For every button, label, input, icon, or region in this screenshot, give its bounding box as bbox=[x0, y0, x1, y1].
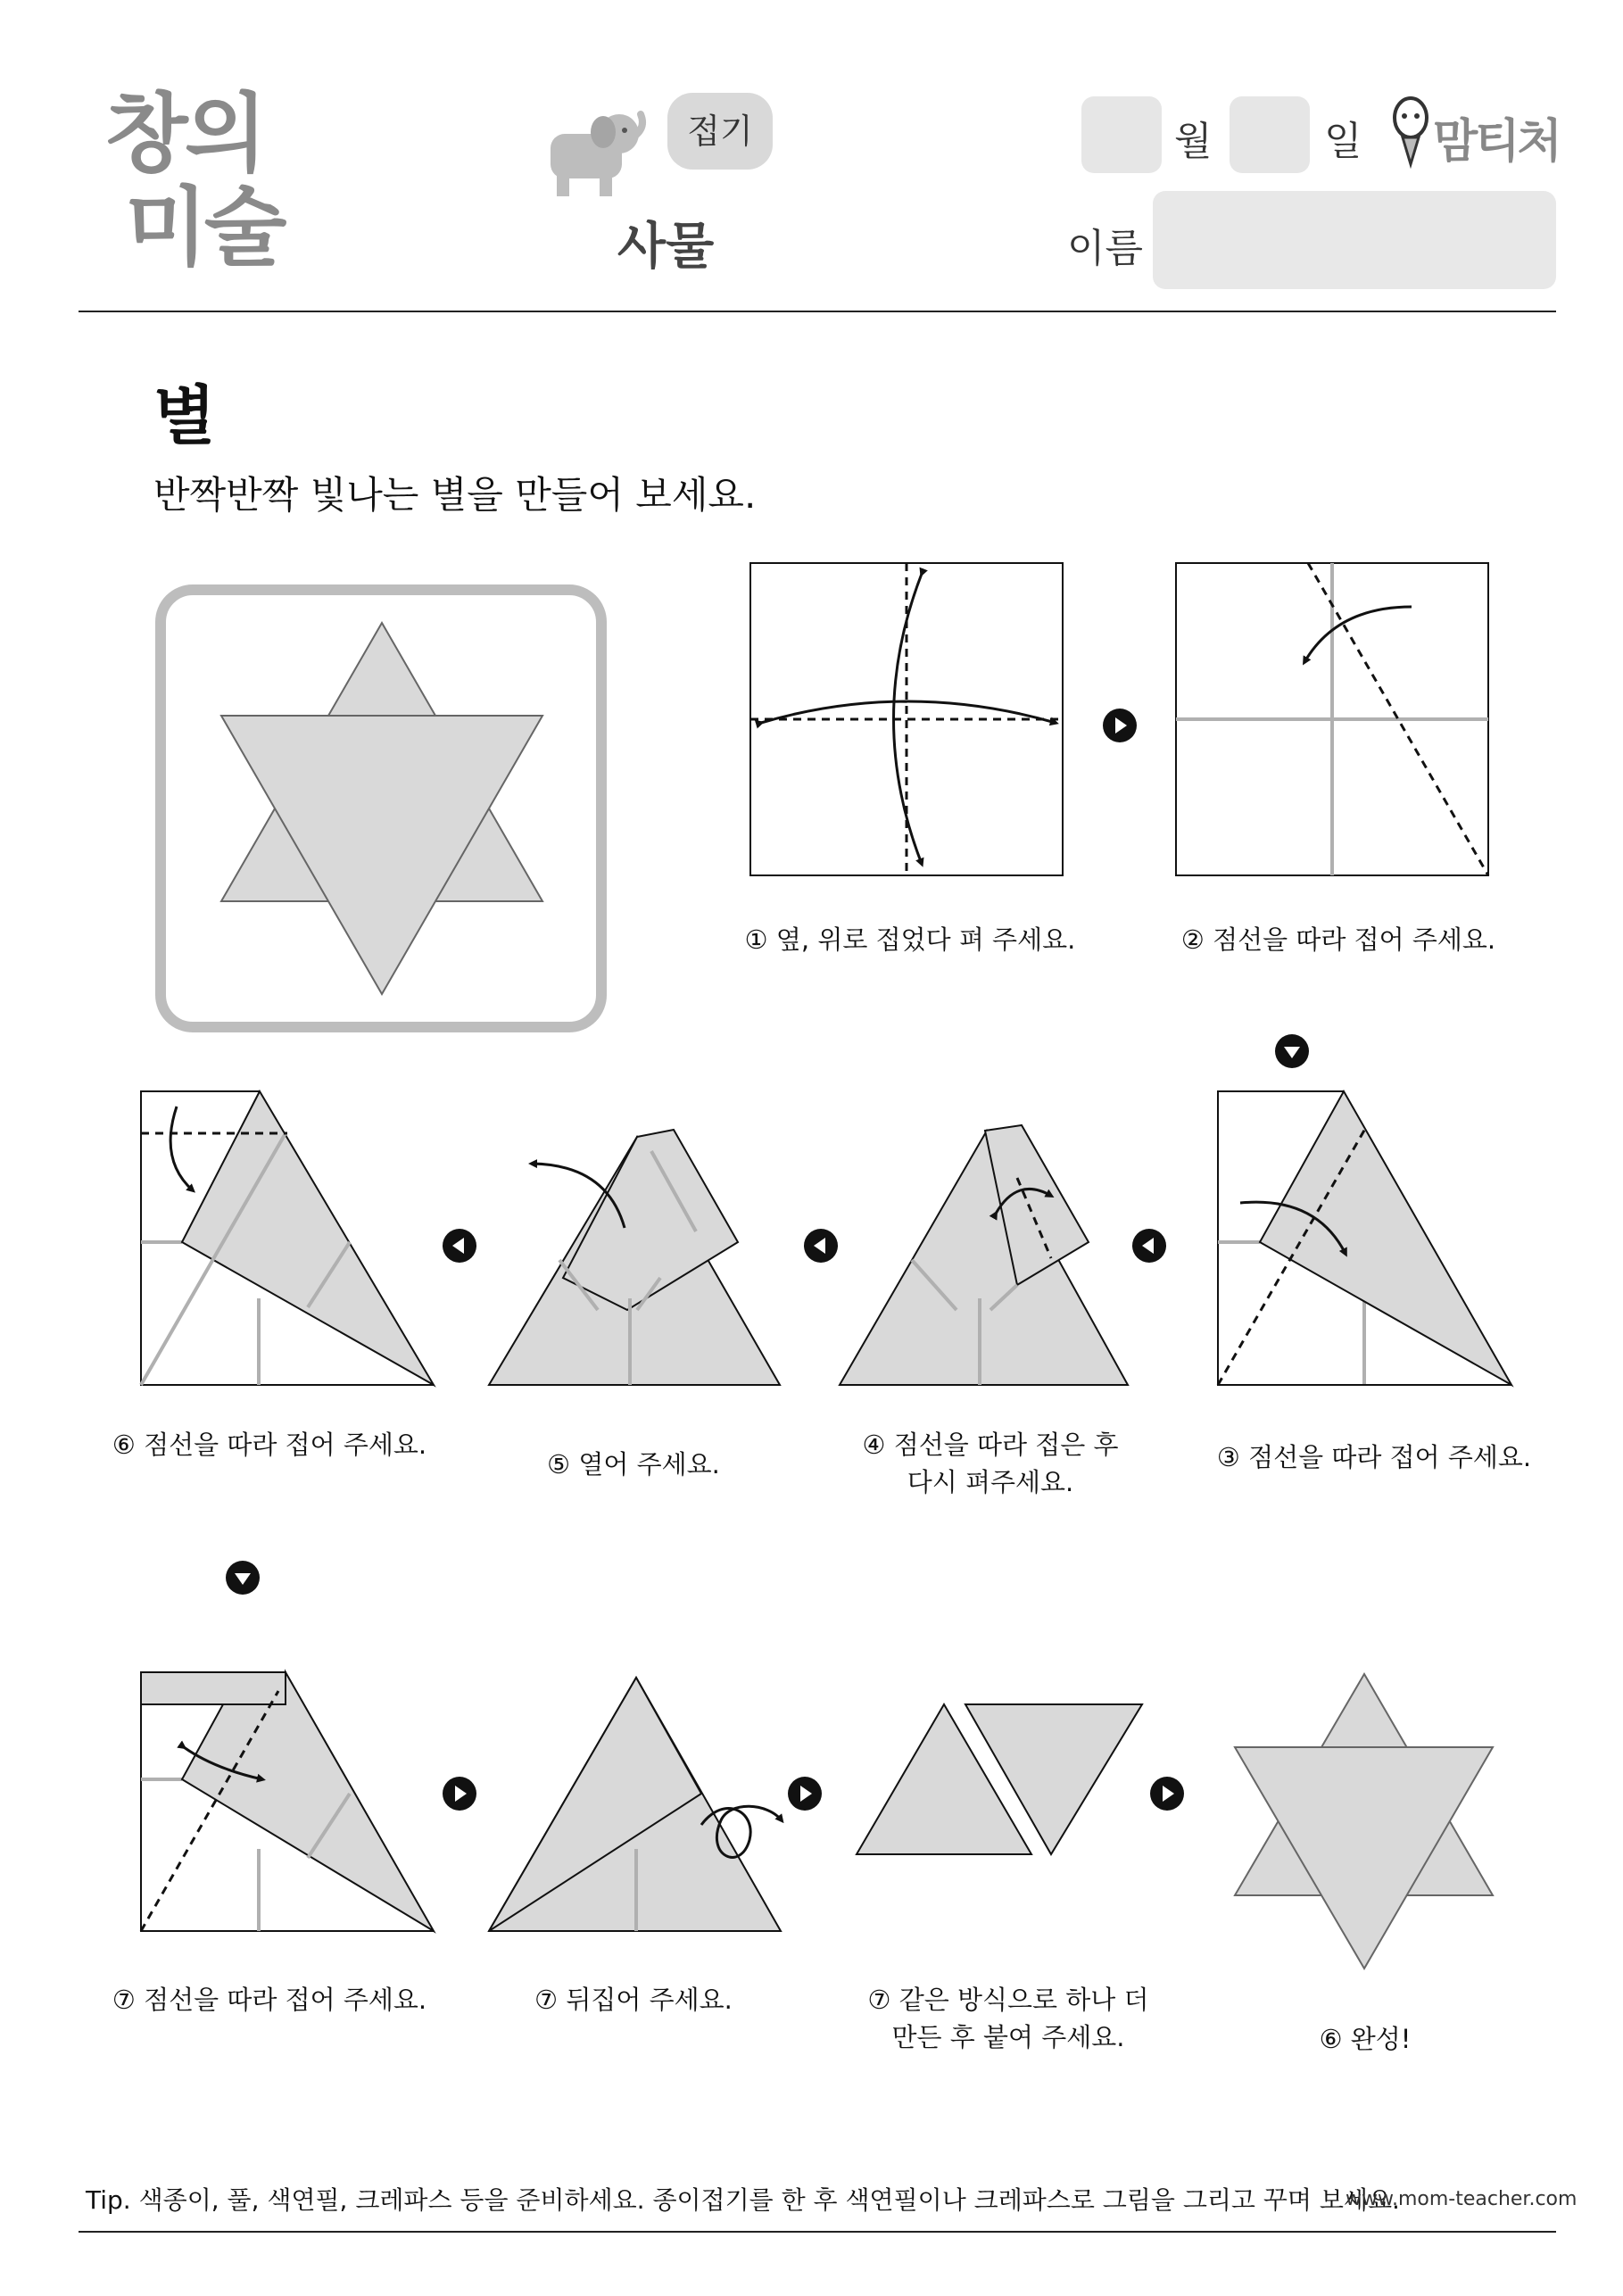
category-bubble: 접기 bbox=[667, 93, 773, 170]
step-7a-diagram bbox=[141, 1672, 434, 1931]
finished-star-preview bbox=[161, 590, 601, 1027]
step-7a-caption: ⑦ 점선을 따라 접어 주세요. bbox=[112, 1985, 427, 2015]
step-2-diagram bbox=[1176, 563, 1488, 875]
arrow-down-icon-2 bbox=[226, 1561, 260, 1595]
arrow-left-icon-3 bbox=[443, 1229, 476, 1263]
step-6-caption: ⑥ 점선을 따라 접어 주세요. bbox=[112, 1430, 427, 1460]
page-subtitle: 반짝반짝 빛나는 별을 만들어 보세요. bbox=[153, 473, 757, 517]
arrow-down-icon-1 bbox=[1275, 1034, 1309, 1068]
step-3-diagram bbox=[1218, 1091, 1511, 1385]
logo-line1: 창의 bbox=[105, 84, 264, 184]
step-7c-caption: ⑦ 같은 방식으로 하나 더 만든 후 붙여 주세요. bbox=[867, 1985, 1149, 2052]
step-7b-caption: ⑦ 뒤집어 주세요. bbox=[534, 1985, 733, 2015]
arrow-right-icon-4 bbox=[1150, 1777, 1184, 1811]
footer-divider bbox=[79, 2231, 1556, 2233]
step-5-caption: ⑤ 열어 주세요. bbox=[547, 1449, 720, 1480]
arrow-right-icon-3 bbox=[788, 1777, 822, 1811]
day-label: 일 bbox=[1324, 119, 1362, 164]
footer-url[interactable]: www.mom-teacher.com bbox=[1346, 2188, 1577, 2210]
step-7c-diagram bbox=[857, 1704, 1142, 1854]
arrow-left-icon-2 bbox=[804, 1229, 838, 1263]
step-3-caption: ③ 점선을 따라 접어 주세요. bbox=[1216, 1442, 1532, 1472]
logo-line2: 미술 bbox=[125, 178, 284, 278]
step-7b-diagram bbox=[489, 1678, 782, 1931]
month-label: 월 bbox=[1174, 119, 1213, 164]
arrow-right-icon-1 bbox=[1103, 709, 1137, 742]
page-title: 별 bbox=[153, 378, 216, 453]
step-5-diagram bbox=[489, 1130, 780, 1385]
step-2-caption: ② 점선을 따라 접어 주세요. bbox=[1180, 924, 1496, 955]
name-label: 이름 bbox=[1067, 226, 1144, 271]
arrow-left-icon-1 bbox=[1132, 1229, 1166, 1263]
footer-tip: Tip. 색종이, 풀, 색연필, 크레파스 등을 준비하세요. 종이접기를 한 후 색연필이나 크레파스로 그림을 그리고 꾸며 보세요. bbox=[86, 2185, 1400, 2215]
finished-star-diagram bbox=[1235, 1674, 1493, 1969]
brand-name: 맘티처 bbox=[1433, 115, 1560, 169]
category-label: 사물 bbox=[617, 218, 715, 276]
step-4-diagram bbox=[840, 1125, 1128, 1385]
step-1-diagram bbox=[750, 563, 1063, 875]
arrow-right-icon-2 bbox=[443, 1777, 476, 1811]
step-6-diagram bbox=[141, 1091, 434, 1385]
finished-caption: ⑥ 완성! bbox=[1319, 2024, 1412, 2054]
step-4-caption: ④ 점선을 따라 접은 후 다시 펴주세요. bbox=[862, 1430, 1119, 1497]
step-1-caption: ① 옆, 위로 접었다 펴 주세요. bbox=[744, 924, 1076, 955]
